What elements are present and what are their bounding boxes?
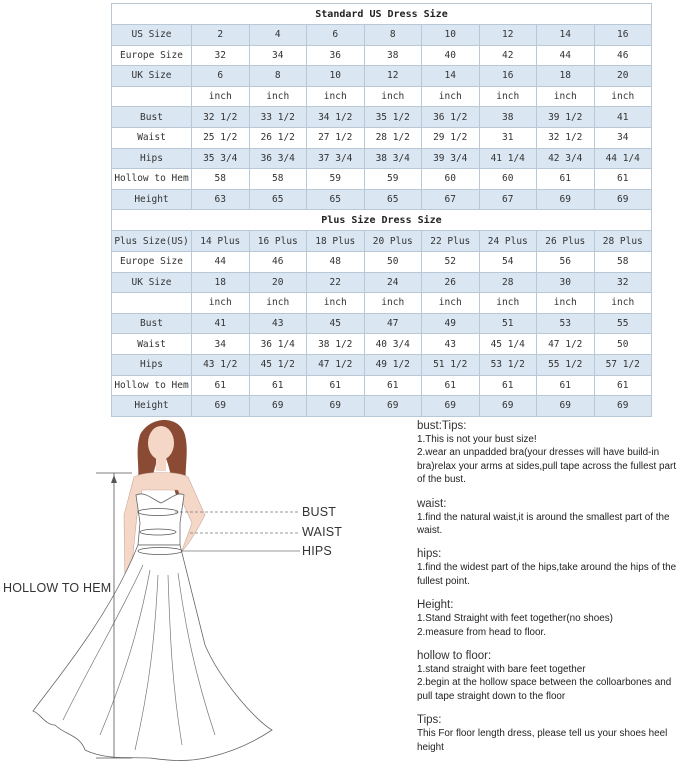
tip-line: 2.wear an unpadded bra(your dresses will have build-in bra)relax your arms at sides,pull tape across the fullest part of the bust. <box>417 447 677 486</box>
table-cell: 32 <box>594 272 652 293</box>
table-cell: 40 3/4 <box>364 334 422 355</box>
standard-table-title-row <box>112 4 652 25</box>
table-cell: 34 <box>594 127 652 148</box>
row-label: Waist <box>112 334 192 355</box>
table-row <box>112 272 652 293</box>
tip-line: 1.stand straight with bare feet together <box>417 664 586 676</box>
table-cell: 61 <box>594 169 652 190</box>
table-cell: 50 <box>364 251 422 272</box>
table-cell: 69 <box>537 396 595 417</box>
table-cell: 34 <box>192 334 250 355</box>
table-cell: 61 <box>307 375 365 396</box>
tip-block <box>417 548 679 588</box>
table-row <box>112 66 652 87</box>
table-cell: 8 <box>364 25 422 46</box>
table-row <box>112 107 652 128</box>
table-cell: 54 <box>479 251 537 272</box>
tip-block <box>417 650 679 703</box>
tip-heading: Tips: <box>417 714 442 727</box>
table-cell: 30 <box>537 272 595 293</box>
row-label <box>112 86 192 107</box>
table-row <box>112 25 652 46</box>
table-row <box>112 231 652 252</box>
table-cell: 61 <box>192 375 250 396</box>
table-cell: 20 Plus <box>364 231 422 252</box>
table-cell: inch <box>594 293 652 314</box>
tip-block <box>417 599 679 639</box>
table-cell: 43 <box>422 334 480 355</box>
table-cell: 40 <box>422 45 480 66</box>
bust-label: BUST <box>302 505 337 519</box>
table-cell: 61 <box>537 375 595 396</box>
table-cell: 36 1/4 <box>249 334 307 355</box>
tip-heading: hips: <box>417 548 442 561</box>
table-cell: 33 1/2 <box>249 107 307 128</box>
table-cell: 12 <box>364 66 422 87</box>
row-label: Bust <box>112 313 192 334</box>
row-label: Hips <box>112 148 192 169</box>
tip-line: 2.measure from head to floor. <box>417 626 546 638</box>
table-cell: inch <box>192 86 250 107</box>
table-cell: 69 <box>249 396 307 417</box>
table-row <box>112 86 652 107</box>
table-cell: 28 <box>479 272 537 293</box>
tip-line: 1.This is not your bust size! <box>417 434 537 445</box>
table-cell: 69 <box>594 189 652 210</box>
table-cell: 38 <box>364 45 422 66</box>
row-label: Hollow to Hem <box>112 169 192 190</box>
table-cell: 69 <box>364 396 422 417</box>
table-cell: 14 <box>537 25 595 46</box>
table-cell: 26 Plus <box>537 231 595 252</box>
table-cell: 29 1/2 <box>422 127 480 148</box>
table-cell: 55 <box>594 313 652 334</box>
table-cell: 44 <box>537 45 595 66</box>
table-cell: 10 <box>422 25 480 46</box>
table-cell: 44 <box>192 251 250 272</box>
table-cell: 38 <box>479 107 537 128</box>
table-cell: 27 1/2 <box>307 127 365 148</box>
table-cell: 60 <box>479 169 537 190</box>
size-chart-table <box>111 3 652 417</box>
measurement-tips <box>417 420 679 765</box>
table-cell: 65 <box>364 189 422 210</box>
table-cell: 18 Plus <box>307 231 365 252</box>
tip-heading: bust:Tips: <box>417 420 467 432</box>
table-cell: 41 <box>594 107 652 128</box>
row-label <box>112 293 192 314</box>
table-cell: 36 1/2 <box>422 107 480 128</box>
table-cell: 14 Plus <box>192 231 250 252</box>
row-label: UK Size <box>112 66 192 87</box>
table-cell: 28 1/2 <box>364 127 422 148</box>
table-cell: 45 <box>307 313 365 334</box>
table-cell: 60 <box>422 169 480 190</box>
table-row <box>112 396 652 417</box>
table-cell: 69 <box>537 189 595 210</box>
hips-label: HIPS <box>302 544 332 558</box>
table-cell: inch <box>479 86 537 107</box>
table-cell: 51 1/2 <box>422 354 480 375</box>
table-cell: 35 3/4 <box>192 148 250 169</box>
tip-block <box>417 714 679 754</box>
row-label: Height <box>112 189 192 210</box>
table-cell: 53 <box>537 313 595 334</box>
table-cell: 12 <box>479 25 537 46</box>
plus-table-title-row <box>112 210 652 231</box>
table-cell: 48 <box>307 251 365 272</box>
tip-line: 1.find the widest part of the hips,take around the hips of the fullest point. <box>417 562 677 587</box>
row-label: Europe Size <box>112 45 192 66</box>
table-cell: 36 3/4 <box>249 148 307 169</box>
table-cell: 67 <box>479 189 537 210</box>
table-cell: 32 <box>192 45 250 66</box>
row-label: Height <box>112 396 192 417</box>
table-row <box>112 293 652 314</box>
table-cell: inch <box>249 86 307 107</box>
table-cell: 67 <box>422 189 480 210</box>
hollow-to-hem-label: HOLLOW TO HEM <box>3 581 112 595</box>
table-cell: inch <box>364 86 422 107</box>
table-cell: 20 <box>249 272 307 293</box>
table-cell: 28 Plus <box>594 231 652 252</box>
table-cell: 46 <box>594 45 652 66</box>
table-cell: 69 <box>192 396 250 417</box>
table-row <box>112 148 652 169</box>
table-row <box>112 127 652 148</box>
table-cell: inch <box>422 86 480 107</box>
table-cell: 69 <box>479 396 537 417</box>
table-cell: 22 <box>307 272 365 293</box>
plus-table-title: Plus Size Dress Size <box>112 210 652 231</box>
table-cell: 26 <box>422 272 480 293</box>
table-cell: inch <box>364 293 422 314</box>
tip-heading: hollow to floor: <box>417 650 492 663</box>
table-cell: inch <box>479 293 537 314</box>
table-cell: 49 <box>422 313 480 334</box>
table-cell: 41 1/4 <box>479 148 537 169</box>
table-cell: 39 1/2 <box>537 107 595 128</box>
table-cell: 69 <box>422 396 480 417</box>
table-cell: 46 <box>249 251 307 272</box>
row-label: Waist <box>112 127 192 148</box>
table-cell: 6 <box>192 66 250 87</box>
table-cell: 61 <box>364 375 422 396</box>
table-cell: 59 <box>307 169 365 190</box>
table-cell: 39 3/4 <box>422 148 480 169</box>
table-cell: 47 <box>364 313 422 334</box>
table-row <box>112 375 652 396</box>
table-cell: 53 1/2 <box>479 354 537 375</box>
row-label: UK Size <box>112 272 192 293</box>
table-cell: 55 1/2 <box>537 354 595 375</box>
table-cell: 65 <box>307 189 365 210</box>
tip-line: 1.Stand Straight with feet together(no shoes) <box>417 613 613 625</box>
table-cell: 63 <box>192 189 250 210</box>
table-cell: inch <box>537 293 595 314</box>
table-cell: inch <box>594 86 652 107</box>
table-cell: 16 <box>594 25 652 46</box>
table-cell: inch <box>537 86 595 107</box>
table-cell: 31 <box>479 127 537 148</box>
row-label: US Size <box>112 25 192 46</box>
table-cell: inch <box>422 293 480 314</box>
table-cell: 26 1/2 <box>249 127 307 148</box>
table-cell: inch <box>307 293 365 314</box>
table-row <box>112 45 652 66</box>
table-cell: 18 <box>537 66 595 87</box>
table-cell: 24 Plus <box>479 231 537 252</box>
table-cell: 61 <box>479 375 537 396</box>
table-row <box>112 169 652 190</box>
table-cell: 10 <box>307 66 365 87</box>
table-row <box>112 334 652 355</box>
table-cell: 20 <box>594 66 652 87</box>
table-row <box>112 354 652 375</box>
tip-line: This For floor length dress, please tell us your shoes heel height <box>417 728 668 753</box>
table-cell: 24 <box>364 272 422 293</box>
table-cell: 50 <box>594 334 652 355</box>
table-cell: 34 <box>249 45 307 66</box>
row-label: Bust <box>112 107 192 128</box>
table-cell: 49 1/2 <box>364 354 422 375</box>
table-cell: 58 <box>594 251 652 272</box>
table-cell: 6 <box>307 25 365 46</box>
row-label: Europe Size <box>112 251 192 272</box>
table-cell: inch <box>192 293 250 314</box>
measurement-figure <box>0 415 410 772</box>
table-cell: 44 1/4 <box>594 148 652 169</box>
table-cell: 61 <box>594 375 652 396</box>
table-cell: 18 <box>192 272 250 293</box>
tip-heading: waist: <box>417 497 447 510</box>
table-cell: 16 Plus <box>249 231 307 252</box>
table-row <box>112 313 652 334</box>
table-cell: 69 <box>594 396 652 417</box>
table-cell: 32 1/2 <box>537 127 595 148</box>
table-cell: 56 <box>537 251 595 272</box>
table-cell: 34 1/2 <box>307 107 365 128</box>
table-cell: 32 1/2 <box>192 107 250 128</box>
table-cell: 25 1/2 <box>192 127 250 148</box>
table-cell: 47 1/2 <box>537 334 595 355</box>
table-cell: 45 1/4 <box>479 334 537 355</box>
row-label: Hips <box>112 354 192 375</box>
table-cell: 57 1/2 <box>594 354 652 375</box>
table-cell: 42 3/4 <box>537 148 595 169</box>
table-cell: 37 3/4 <box>307 148 365 169</box>
table-cell: 14 <box>422 66 480 87</box>
table-cell: 38 1/2 <box>307 334 365 355</box>
table-cell: 35 1/2 <box>364 107 422 128</box>
table-cell: 4 <box>249 25 307 46</box>
table-cell: 8 <box>249 66 307 87</box>
table-cell: 47 1/2 <box>307 354 365 375</box>
table-cell: 38 3/4 <box>364 148 422 169</box>
table-cell: 61 <box>422 375 480 396</box>
table-row <box>112 251 652 272</box>
table-cell: 45 1/2 <box>249 354 307 375</box>
table-cell: 43 <box>249 313 307 334</box>
table-cell: 42 <box>479 45 537 66</box>
table-cell: 52 <box>422 251 480 272</box>
table-cell: 65 <box>249 189 307 210</box>
table-row <box>112 189 652 210</box>
tip-line: 2.begin at the hollow space between the colloarbones and pull tape straight down to the floor <box>417 677 672 702</box>
table-cell: inch <box>307 86 365 107</box>
tip-block <box>417 420 679 487</box>
row-label: Hollow to Hem <box>112 375 192 396</box>
table-cell: 51 <box>479 313 537 334</box>
table-cell: 69 <box>307 396 365 417</box>
row-label: Plus Size(US) <box>112 231 192 252</box>
table-cell: 58 <box>192 169 250 190</box>
table-cell: 16 <box>479 66 537 87</box>
table-cell: 58 <box>249 169 307 190</box>
table-cell: 61 <box>249 375 307 396</box>
table-cell: inch <box>249 293 307 314</box>
waist-label: WAIST <box>302 525 343 539</box>
table-cell: 22 Plus <box>422 231 480 252</box>
table-cell: 41 <box>192 313 250 334</box>
table-cell: 61 <box>537 169 595 190</box>
table-cell: 2 <box>192 25 250 46</box>
standard-table-title: Standard US Dress Size <box>112 4 652 25</box>
table-cell: 43 1/2 <box>192 354 250 375</box>
tip-line: 1.find the natural waist,it is around the smallest part of the waist. <box>417 511 670 537</box>
table-cell: 36 <box>307 45 365 66</box>
table-cell: 59 <box>364 169 422 190</box>
tip-block <box>417 498 679 538</box>
tip-heading: Height: <box>417 599 454 612</box>
